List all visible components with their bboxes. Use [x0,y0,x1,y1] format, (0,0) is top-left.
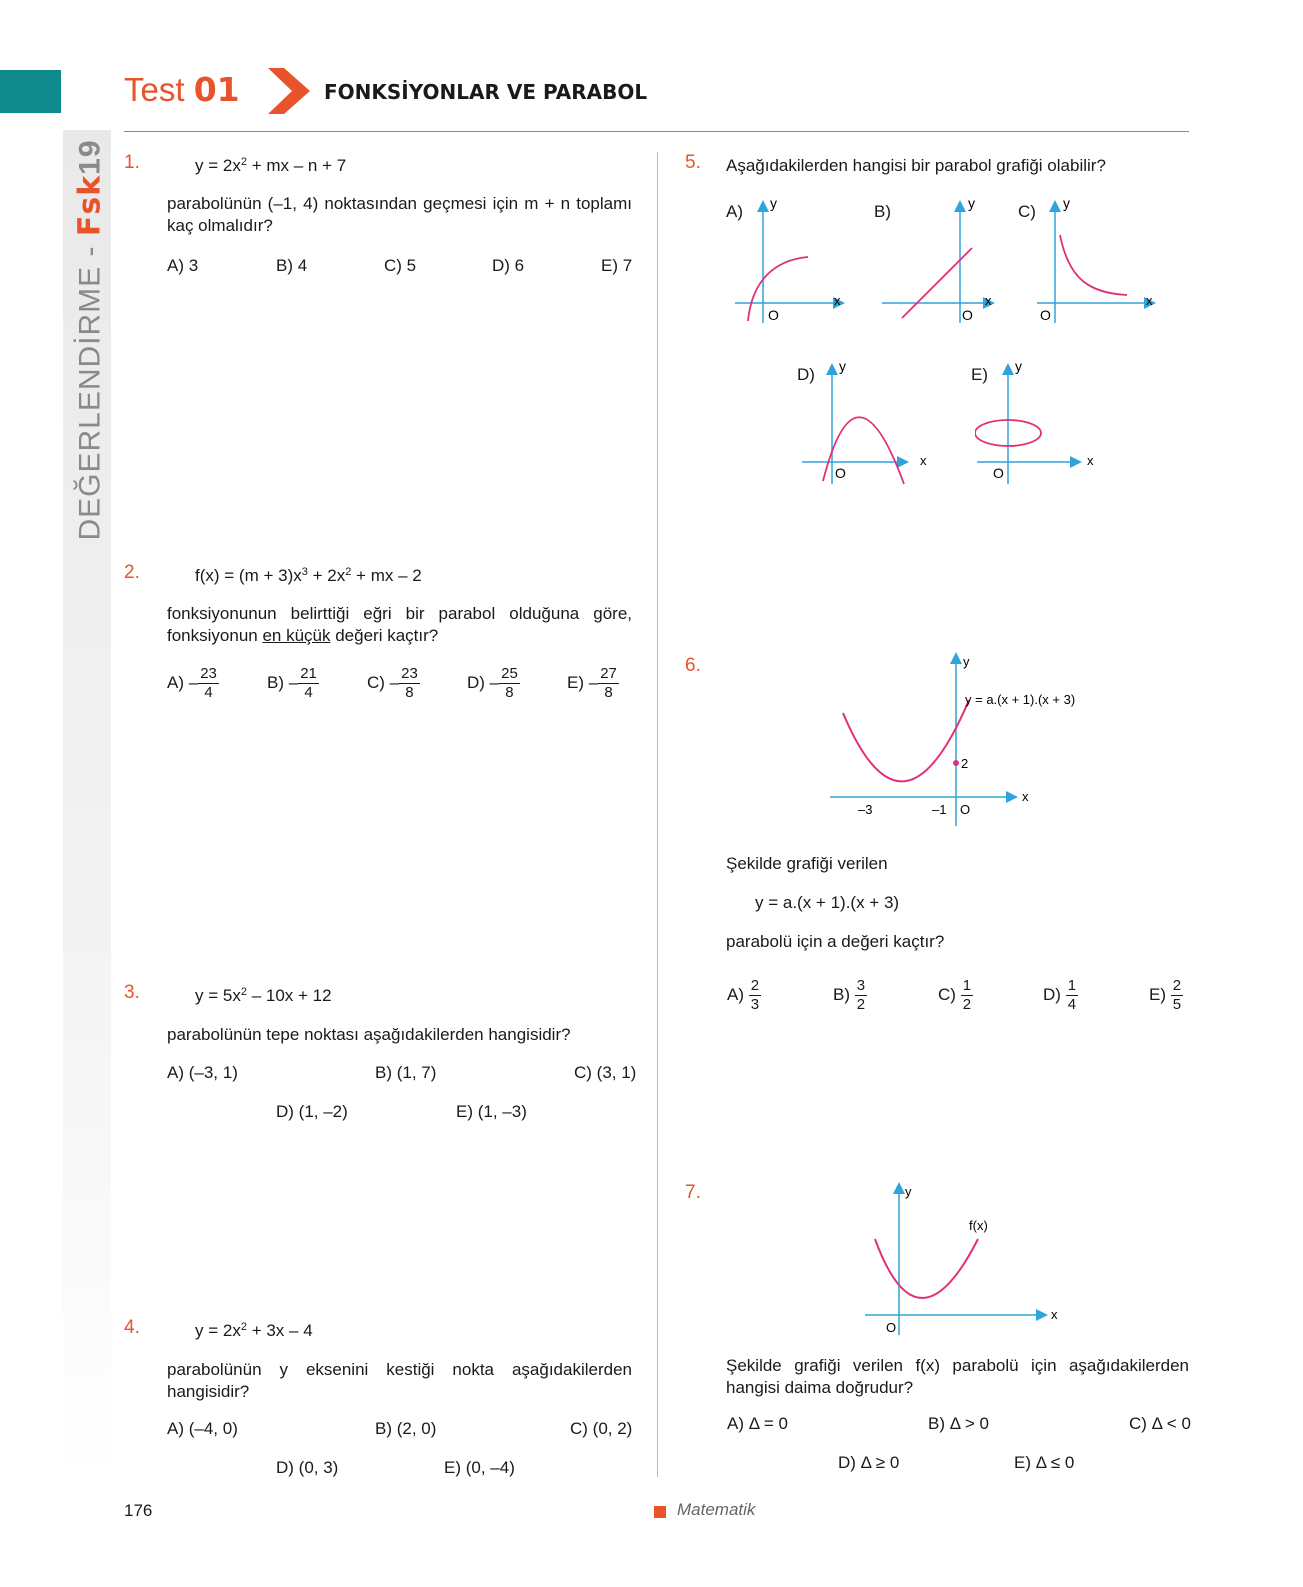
answer-option[interactable]: B) 4 [276,256,308,275]
graph-option-d [800,358,935,488]
question-equation: $y = 5x^2 - 10x + 12$ [195,986,332,1005]
fasikul-logo: Fsk [72,174,108,237]
svg-text:–1: –1 [932,802,947,817]
question-number: 3. [124,982,140,1003]
question-number: 2. [124,562,140,583]
svg-text:y: y [963,654,970,669]
answer-option[interactable]: C) 5 [384,256,417,275]
question-text: parabolünün y eksenini kestiği nokta aşağıdakilerden hangisidir? [167,1360,632,1401]
question-text: parabolünün (–1, 4) noktasından geçmesi için m + n toplamı kaç olmalıdır? [167,194,632,235]
answer-option[interactable]: A) [726,202,743,221]
answer-option[interactable]: E) 7 [601,256,633,275]
answer-option[interactable]: C) – $\frac{23}{8}$ [367,665,418,701]
graph-option-b [880,195,1005,325]
graph-option-e [975,358,1100,488]
svg-text:f(x): f(x) [969,1218,988,1233]
graph-option-a [730,195,865,325]
teal-tab [0,70,61,113]
svg-text:–3: –3 [858,802,873,817]
svg-text:O: O [886,1320,897,1335]
test-title: Test 01 [124,70,240,109]
svg-text:x: x [920,453,927,468]
answer-option[interactable]: E) $\frac{2}{5}$ [1149,977,1182,1013]
answer-option[interactable]: E) Δ ≤ 0 [1014,1453,1075,1472]
square-bullet-icon [654,1506,666,1518]
subject-label: Matematik [677,1500,756,1519]
question-text: parabolünün tepe noktası aşağıdakilerden hangisidir? [167,1025,571,1044]
answer-option[interactable]: E) (1, –3) [456,1102,527,1121]
answer-option[interactable]: D) 6 [492,256,525,275]
svg-text:y: y [968,195,975,211]
question-number: 4. [124,1317,140,1338]
svg-text:x: x [985,293,992,308]
svg-text:x: x [834,293,841,308]
question-equation: $f(x) = (m + 3)x^3 + 2x^2$ + mx – 2 [195,566,422,585]
fasikul-number: 19 [73,139,107,175]
question-number: 6. [685,655,701,676]
svg-text:x: x [1087,453,1094,468]
question-equation: $y = 2x^2$ + mx – n + 7 [195,156,347,175]
answer-option[interactable]: E) – $\frac{27}{8}$ [567,665,617,701]
svg-text:2: 2 [961,756,969,771]
svg-text:x: x [1146,293,1153,308]
answer-option[interactable]: A) $\frac{2}{3}$ [727,977,760,1013]
answer-option[interactable]: D) (0, 3) [276,1458,339,1477]
svg-text:x: x [1051,1307,1058,1322]
question-equation: $y = 2x^2 + 3x - 4$ [195,1321,313,1340]
svg-text:x: x [1022,789,1029,804]
graph-parabola-q6 [825,650,1095,830]
answer-option[interactable]: A) 3 [167,256,199,275]
svg-text:O: O [962,307,973,323]
question-text: fonksiyonunun belirttiği eğri bir parabol olduğuna göre, fonksiyonun en küçük değeri kaçtır? [167,604,632,645]
answer-option[interactable]: D) [797,365,815,384]
answer-option[interactable]: B) – $\frac{21}{4}$ [267,665,317,701]
svg-text:O: O [835,465,846,481]
question-number: 7. [685,1182,701,1203]
answer-option[interactable]: D) Δ ≥ 0 [838,1453,900,1472]
answer-option[interactable]: E) [971,365,988,384]
answer-option[interactable]: B) $\frac{3}{2}$ [833,977,866,1013]
question-text: Şekilde grafiği verilen [726,854,888,873]
answer-option[interactable]: E) (0, –4) [444,1458,515,1477]
side-label: DEĞERLENDİRME - Fsk19 [72,139,108,541]
page-title: FONKSİYONLAR VE PARABOL [324,80,648,104]
svg-text:y: y [1015,358,1022,374]
svg-text:O: O [1040,307,1051,323]
question-number: 1. [124,152,140,173]
svg-text:O: O [768,307,779,323]
answer-option[interactable]: A) – $\frac{23}{4}$ [167,665,217,701]
svg-text:y = a.(x + 1).(x + 3): y = a.(x + 1).(x + 3) [965,692,1076,707]
svg-text:O: O [993,465,1004,481]
svg-text:y: y [770,195,777,211]
svg-text:O: O [960,802,971,817]
answer-option[interactable]: C) Δ < 0 [1129,1414,1191,1433]
answer-option[interactable]: B) (2, 0) [375,1419,437,1438]
svg-text:y: y [1063,195,1070,211]
answer-option[interactable]: C) [1018,202,1036,221]
answer-option[interactable]: C) $\frac{1}{2}$ [938,977,972,1013]
answer-option[interactable]: D) $\frac{1}{4}$ [1043,977,1077,1013]
answer-option[interactable]: C) (0, 2) [570,1419,633,1438]
answer-option[interactable]: D) – $\frac{25}{8}$ [467,665,518,701]
answer-option[interactable]: A) Δ = 0 [727,1414,788,1433]
answer-option[interactable]: B) [874,202,891,221]
graph-option-c [1035,195,1165,325]
question-equation: y = a.(x + 1).(x + 3) [755,893,900,912]
answer-option[interactable]: D) (1, –2) [276,1102,348,1121]
answer-option[interactable]: A) (–3, 1) [167,1063,238,1082]
graph-parabola-q7 [860,1180,1070,1340]
svg-text:y: y [905,1184,912,1199]
chevron-right-icon [268,68,310,114]
column-divider [657,152,658,1477]
question-text: Şekilde grafiği verilen f(x) parabolü için aşağıdakilerden hangisi daima doğrudur? [726,1356,1189,1397]
page-number: 176 [124,1501,153,1520]
answer-option[interactable]: C) (3, 1) [574,1063,637,1082]
question-number: 5. [685,152,701,173]
question-text: parabolü için a değeri kaçtır? [726,932,945,951]
svg-text:y: y [839,358,846,374]
header-divider [124,131,1189,132]
answer-option[interactable]: A) (–4, 0) [167,1419,238,1438]
question-text: Aşağıdakilerden hangisi bir parabol grafiği olabilir? [726,156,1106,175]
answer-option[interactable]: B) (1, 7) [375,1063,437,1082]
answer-option[interactable]: B) Δ > 0 [928,1414,989,1433]
